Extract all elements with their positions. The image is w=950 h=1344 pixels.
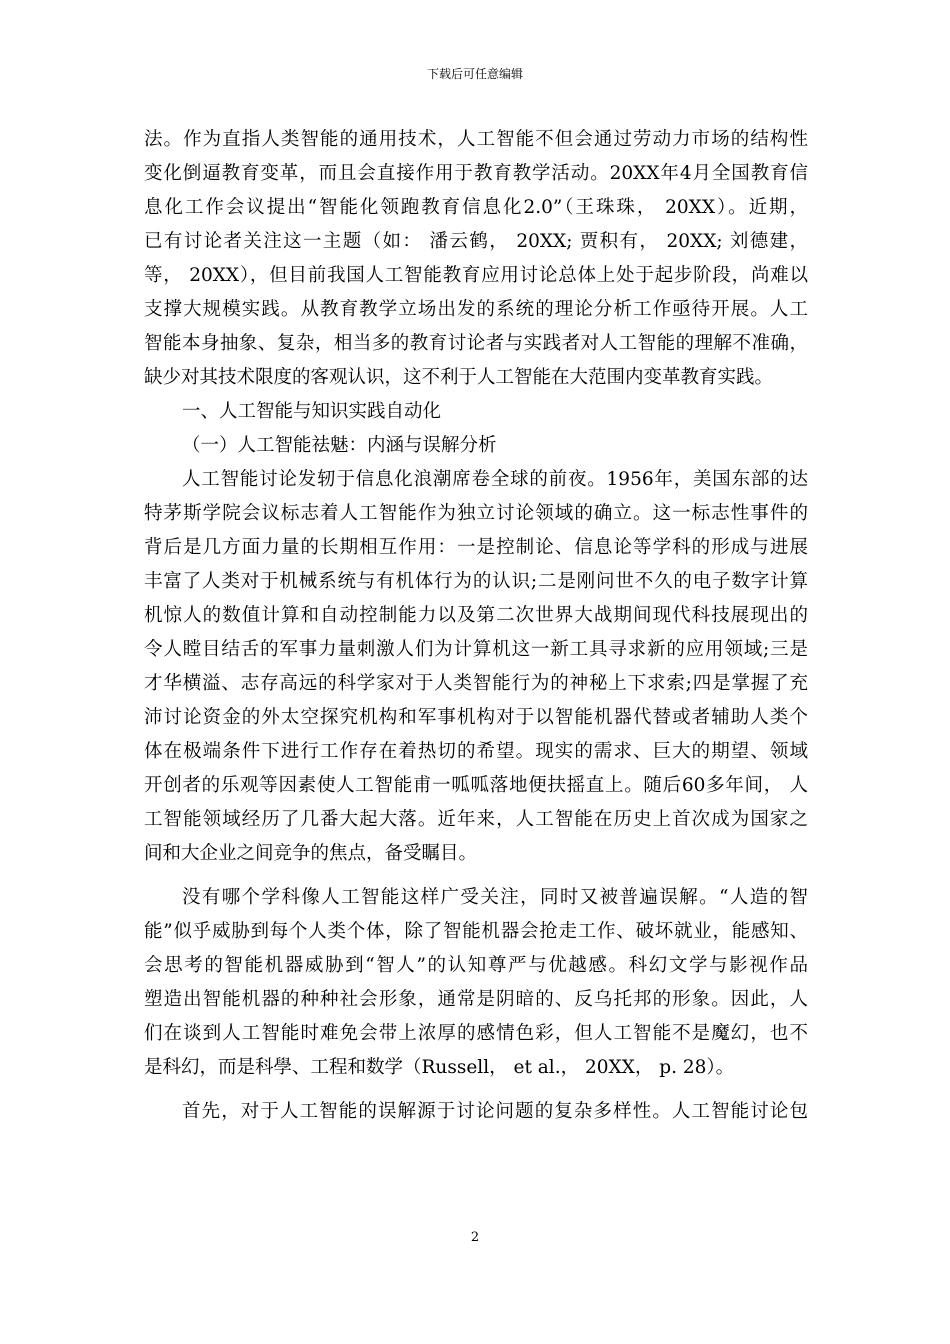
subsection-heading: （一）人工智能祛魅：内涵与误解分析	[182, 435, 497, 456]
text-line: 特茅斯学院会议标志着人工智能作为独立讨论领域的确立。这一标志性事件的	[144, 503, 808, 524]
text-line: 变化倒逼教育变革，而且会直接作用于教育教学活动。20XX年4月全国教育信	[144, 163, 808, 184]
text-line: 支撑大规模实践。从教育教学立场出发的系统的理论分析工作亟待开展。人工	[144, 299, 808, 320]
page-number: 2	[470, 1230, 480, 1245]
paragraph-first-line: 人工智能讨论发轫于信息化浪潮席卷全球的前夜。1956年，美国东部的达	[182, 469, 808, 490]
text-line: 丰富了人类对于机械系统与有机体行为的认识;二是刚问世不久的电子数字计算	[144, 571, 808, 592]
text-line: 体在极端条件下进行工作存在着热切的希望。现实的需求、巨大的期望、领域	[144, 741, 808, 762]
section-heading: 一、人工智能与知识实践自动化	[182, 401, 442, 422]
paragraph-first-line: 没有哪个学科像人工智能这样广受关注，同时又被普遍误解。“人造的智	[182, 887, 808, 908]
text-line: 能”似乎威胁到每个人类个体，除了智能机器会抢走工作、破坏就业，能感知、	[144, 921, 808, 942]
text-line: 缺少对其技术限度的客观认识，这不利于人工智能在大范围内变革教育实践。	[144, 367, 774, 388]
text-line: 工智能领域经历了几番大起大落。近年来，人工智能在历史上首次成为国家之	[144, 809, 808, 830]
text-line: 令人瞠目结舌的军事力量刺激人们为计算机这一新工具寻求新的应用领域;三是	[144, 639, 808, 660]
text-line: 是科幻，而是科學、工程和数学（Russell， et al.， 20XX， p. 28）。	[144, 1057, 735, 1078]
page-header: 下载后可任意编辑	[426, 67, 523, 81]
text-line: 机惊人的数值计算和自动控制能力以及第二次世界大战期间现代科技展现出的	[144, 605, 808, 626]
text-line: 背后是几方面力量的长期相互作用：一是控制论、信息论等学科的形成与进展	[144, 537, 808, 558]
text-line: 才华横溢、志存高远的科学家对于人类智能行为的神秘上下求索;四是掌握了充	[144, 673, 808, 694]
text-line: 智能本身抽象、复杂，相当多的教育讨论者与实践者对人工智能的理解不准确，	[144, 333, 808, 354]
text-line: 已有讨论者关注这一主题（如： 潘云鹤， 20XX; 贾积有， 20XX; 刘德建，	[144, 231, 808, 252]
text-line: 塑造出智能机器的种种社会形象，通常是阴暗的、反乌托邦的形象。因此，人	[144, 989, 808, 1010]
text-line: 息化工作会议提出“智能化领跑教育信息化2.0”（王珠珠， 20XX）。近期，	[144, 197, 808, 218]
text-line: 会思考的智能机器威胁到“智人”的认知尊严与优越感。科幻文学与影视作品	[144, 955, 808, 976]
paragraph-first-line: 首先，对于人工智能的误解源于讨论问题的复杂多样性。人工智能讨论包	[182, 1101, 808, 1122]
text-line: 等， 20XX），但目前我国人工智能教育应用讨论总体上处于起步阶段，尚难以	[144, 265, 808, 286]
text-line: 间和大企业之间竞争的焦点，备受瞩目。	[144, 843, 478, 864]
text-line: 开创者的乐观等因素使人工智能甫一呱呱落地便扶摇直上。随后60多年间， 人	[144, 775, 808, 796]
text-line: 们在谈到人工智能时难免会带上浓厚的感情色彩，但人工智能不是魔幻，也不	[144, 1023, 808, 1044]
text-line: 法。作为直指人类智能的通用技术，人工智能不但会通过劳动力市场的结构性	[144, 129, 808, 150]
text-line: 沛讨论资金的外太空探究机构和军事机构对于以智能机器代替或者辅助人类个	[144, 707, 808, 728]
